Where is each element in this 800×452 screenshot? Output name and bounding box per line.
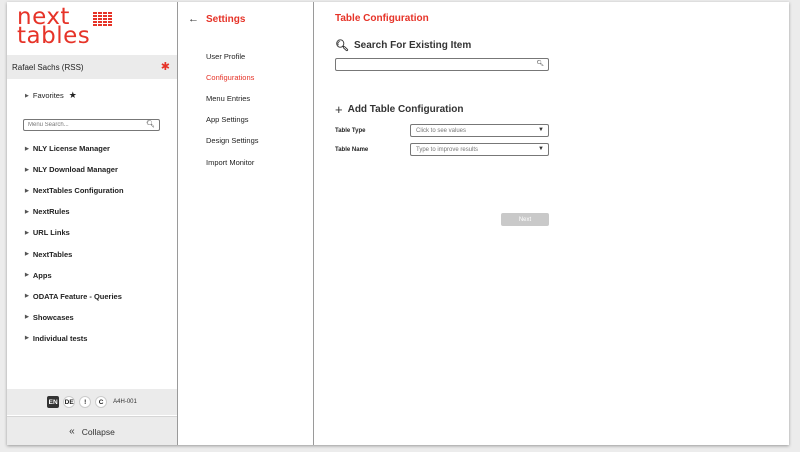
star-icon: ★ [68, 90, 77, 100]
sidebar-item[interactable] [25, 243, 124, 264]
search-existing-input[interactable] [339, 59, 529, 70]
sidebar-item[interactable] [25, 307, 124, 328]
version-label: A4H-001 [113, 399, 137, 405]
sidebar-item[interactable] [25, 286, 124, 307]
caret-right-icon: ▶ [25, 208, 29, 215]
info-button[interactable]: ! [79, 396, 91, 408]
user-bar [7, 55, 177, 79]
sidebar [7, 2, 178, 445]
add-heading-label: Add Table Configuration [347, 104, 464, 115]
settings-item-design-settings[interactable]: Design Settings [206, 136, 259, 146]
menu-search-input[interactable] [28, 120, 143, 130]
settings-item-user-profile[interactable]: User Profile [206, 52, 246, 62]
sidebar-item-label: NLY License Manager [32, 144, 110, 154]
sidebar-item-label: NLY Download Manager [32, 165, 118, 175]
caret-right-icon: ▶ [25, 145, 29, 152]
collapse-label: Collapse [81, 426, 115, 437]
user-name: Rafael Sachs (RSS) [12, 62, 84, 72]
settings-item-import-monitor[interactable]: Import Monitor [206, 157, 255, 167]
search-icon: 🔍︎ [335, 40, 349, 52]
sidebar-item[interactable] [25, 138, 124, 159]
app-window [7, 2, 789, 445]
page-title: Table Configuration [335, 13, 429, 24]
table-type-select[interactable] [410, 124, 549, 137]
caret-right-icon: ▶ [25, 92, 29, 99]
sidebar-item[interactable] [25, 328, 124, 349]
sidebar-nav [25, 138, 124, 349]
sidebar-item-label: NextTables Configuration [32, 186, 124, 196]
sidebar-item-favorites[interactable] [25, 90, 77, 101]
sidebar-item[interactable] [25, 159, 124, 180]
sidebar-item-label: Showcases [32, 312, 74, 322]
caret-right-icon: ▶ [25, 335, 29, 342]
main-content [314, 2, 789, 445]
plus-icon: + [335, 101, 343, 117]
settings-title: Settings [206, 13, 246, 25]
logo-line-2: tables [17, 23, 91, 49]
settings-nav [206, 46, 259, 173]
sidebar-item[interactable] [25, 201, 124, 222]
sidebar-item-label: URL Links [32, 228, 70, 238]
caret-down-icon: ▼ [538, 146, 544, 152]
table-name-placeholder: Type to improve results [416, 146, 479, 153]
table-name-select[interactable] [410, 143, 549, 156]
add-heading [335, 101, 464, 117]
favorites-label: Favorites [32, 91, 64, 100]
caret-right-icon: ▶ [25, 229, 29, 236]
logo-line-1: next [17, 4, 70, 30]
double-chevron-left-icon: « [69, 426, 75, 437]
settings-header [188, 13, 245, 25]
caret-right-icon: ▶ [25, 314, 29, 321]
table-type-label: Table Type [335, 128, 366, 134]
settings-panel [178, 2, 314, 445]
caret-right-icon: ▶ [25, 293, 29, 300]
gear-icon[interactable]: ✱ [160, 60, 170, 73]
collapse-button[interactable] [7, 416, 177, 445]
language-de-button[interactable]: DE [63, 396, 75, 408]
table-type-placeholder: Click to see values [416, 127, 467, 134]
sidebar-item-label: Individual tests [32, 333, 88, 343]
settings-item-app-settings[interactable]: App Settings [206, 115, 249, 125]
search-heading [335, 39, 471, 52]
search-heading-label: Search For Existing Item [353, 40, 472, 51]
arrow-left-icon[interactable]: ← [188, 13, 199, 25]
caret-down-icon: ▼ [538, 127, 544, 133]
next-button[interactable]: Next [501, 213, 549, 226]
sidebar-item-label: Apps [32, 270, 52, 280]
settings-item-menu-entries[interactable]: Menu Entries [206, 94, 251, 104]
logo-grid-icon [93, 12, 112, 26]
language-bar [7, 389, 177, 415]
sidebar-item-label: ODATA Feature - Queries [32, 291, 122, 301]
settings-item-configurations[interactable]: Configurations [206, 73, 255, 83]
search-icon[interactable]: 🔍︎ [536, 61, 544, 67]
c-button[interactable]: C [95, 396, 107, 408]
menu-search[interactable] [23, 119, 160, 131]
search-icon[interactable]: 🔍︎ [146, 121, 155, 128]
sidebar-item[interactable] [25, 180, 124, 201]
sidebar-item[interactable] [25, 222, 124, 243]
table-name-label: Table Name [335, 147, 369, 153]
caret-right-icon: ▶ [25, 251, 29, 258]
language-en-button[interactable]: EN [47, 396, 59, 408]
sidebar-item-label: NextTables [32, 249, 73, 259]
caret-right-icon: ▶ [25, 166, 29, 173]
logo [17, 4, 91, 49]
search-existing-box[interactable] [335, 58, 549, 71]
caret-right-icon: ▶ [25, 272, 29, 279]
sidebar-item-label: NextRules [32, 207, 70, 217]
sidebar-item[interactable] [25, 265, 124, 286]
caret-right-icon: ▶ [25, 187, 29, 194]
